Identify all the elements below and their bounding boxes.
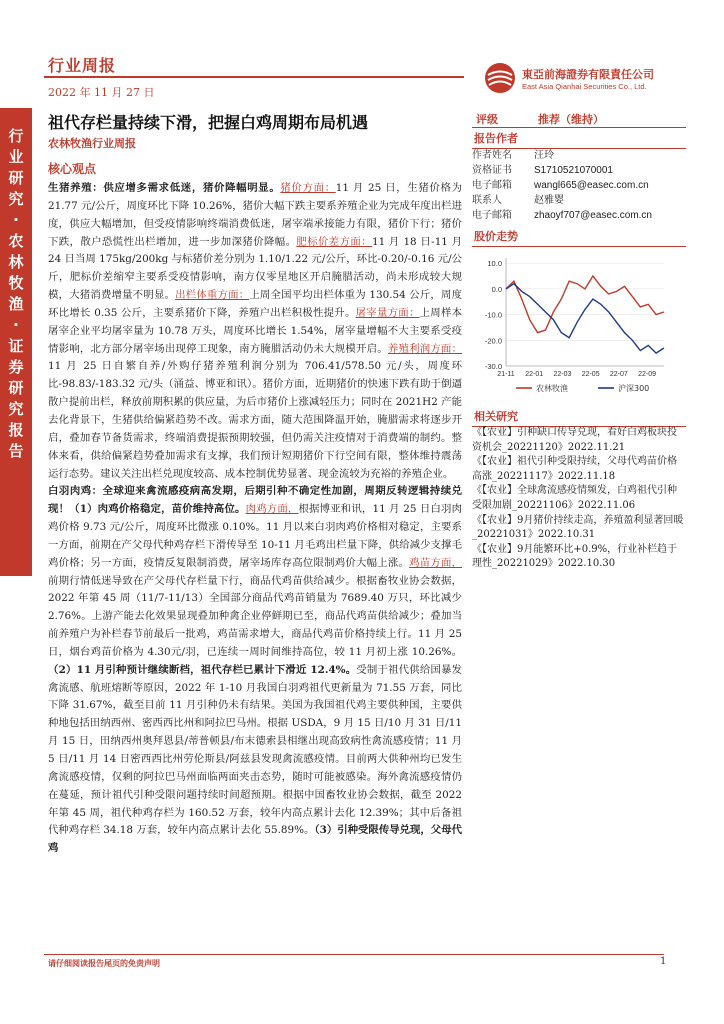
stock-trend-chart: [472, 248, 686, 398]
x-tick-label: 22-03: [553, 371, 572, 378]
analyst-table: [472, 148, 686, 223]
y-tick-label: -30.0: [484, 362, 502, 371]
analyst-row: [472, 178, 686, 193]
related-research-heading: 相关研究: [472, 408, 686, 427]
paragraph-text: 11 月 25 日，生猪价格为 21.77 元/公斤，周度环比下降 10.26%，猪价大幅下跌主要系养殖企业为完成年度出栏进度，供应大幅增加，但受疫情影响终端消费低迷，屠宰端承接能力有限，猪价下行；猪价下跌，散户恐慌性出栏增加，进一步加深猪价降幅。: [48, 182, 462, 248]
body-paragraph: [48, 483, 462, 858]
subsection-label: 肥标价差方面：: [296, 235, 372, 248]
body-paragraph: [48, 180, 462, 483]
subsection-label: 猪价方面：: [280, 182, 336, 194]
analyst-field-value: 赵雅婴: [534, 195, 564, 206]
analyst-field-label: 电子邮箱: [472, 210, 512, 221]
y-tick-label: 0.0: [491, 284, 502, 294]
rating-row: [472, 108, 686, 128]
key-point: 白羽肉鸡：全球迎来禽流感疫病高发期，后期引种不确定性加剧，周期反转逻辑持续兑现！（1）肉鸡价格稳定，苗价维持高位。: [48, 485, 462, 516]
side-category-label: 行业研究·农林牧渔·证券研究报告: [8, 127, 24, 460]
analyst-field-label: 资格证书: [472, 165, 512, 176]
subsection-label: 鸡苗方面，: [409, 556, 462, 569]
legend-label: 沪深300: [618, 384, 650, 393]
analyst-row: [472, 148, 686, 163]
company-logo-icon: [484, 62, 516, 94]
header-divider: [44, 76, 464, 78]
paragraph-text: 上周样本屠宰企业平均屠宰量为 10.78 万头，周度环比增长 1.54%，屠宰量增幅不大主要系受疫情影响，北方部分屠宰场出现停工现象，南方腌腊活动仍未大规模开启。: [48, 306, 462, 355]
key-point: 生猪养殖：供应增多需求低迷，猪价降幅明显。: [48, 182, 281, 194]
analyst-row: [472, 163, 686, 178]
x-tick-label: 22-09: [638, 371, 657, 378]
company-name-cn: 東亞前海證券有限責任公司: [522, 68, 654, 81]
related-research-list: [472, 426, 686, 572]
x-tick-label: 22-07: [609, 371, 628, 378]
stock-trend-heading: 股价走势: [472, 228, 686, 247]
analyst-field-value: S1710521070001: [534, 165, 613, 176]
y-tick-label: -20.0: [484, 336, 502, 346]
report-subtitle: 农林牧渔行业周报: [48, 137, 136, 150]
key-point: （2）11 月引种预计继续断档，祖代存栏已累计下滑近 12.4%。: [48, 663, 357, 676]
related-research-item[interactable]: 《【农业】祖代引种受限持续，父母代鸡苗价格高涨_20221117》2022.11.18: [472, 456, 677, 482]
related-research-item[interactable]: 《【农业】9月猪价持续走高，养殖盈利显著回暖_20221031》2022.10.31: [472, 514, 684, 541]
legend-label: 农林牧渔: [536, 384, 568, 393]
series-line-sector: [506, 276, 664, 333]
paragraph-text: 受制于祖代供给国暴发禽流感、航班熔断等原因，2022 年 1-10 月我国白羽鸡祖代更新量为 71.55 万套，同比下降 31.67%，截至目前 11 月引种仍未有结果。美国为我国祖代鸡主要供种国，主要供种地包括田纳西州、密西西比州和阿拉巴马州。根据 USDA，9 月 15 日/10 月 31 日/11 月 15 日，田纳西州奥拜恩县/蒂普顿县/布末德索县相继出现高致病性禽流感疫情；11 月 5 日/11 月 14 日密西西比州劳伦斯县/阿兹县发现禽流感疫情。目前两大供种州均已发生禽流感疫情，仅剩的阿拉巴马州面临两面夹击态势，随时可能被感染。海外禽流感疫情仍在蔓延，预计祖代引种受限问题持续时间超预期。根据中国畜牧业协会数据，截至 2022 年第 45 周，祖代种鸡存栏为 160.52 万套，较年内高点累计去化 12.39%；其中后备祖代种鸡存栏 34.18 万套，较年内高点累计去化 55.89%。: [48, 663, 462, 837]
page-number: 1: [660, 956, 667, 967]
paragraph-text: 上周全国平均出栏体重为 130.54 公斤，周度环比增长 0.35 公斤，主要系猪价下降，养殖户出栏积极性提升。: [48, 289, 462, 319]
subsection-label: 出栏体重方面：: [175, 289, 250, 302]
key-point: （3）引种受限传导兑现，父母代鸡: [48, 824, 462, 855]
report-body: [48, 180, 462, 950]
related-research-item[interactable]: 《【农业】9月能繁环比+0.9%，行业补栏趋于理性_20221029》2022.10.30: [472, 543, 678, 570]
analyst-field-value: 汪玲: [534, 150, 554, 161]
subsection-label: 屠宰量方面：: [355, 306, 420, 319]
report-date: 2022 年 11 月 27 日: [48, 86, 155, 99]
paragraph-text: 11 月 25 日自繁自养/外购仔猪养殖利润分别为 706.41/578.50 元/头，周度环比-98.83/-183.32 元/头（涌益、博亚和讯）。猪价方面，近期猪价的快速下跌有助于倒逼散户提前出栏，释放前期积累的供应量，为后市猪价上涨减轻压力；同时在 2021H2 产能去化背景下，生猪供给偏紧趋势不改。需求方面，随大范围降温开始，腌腊需求将逐步开启，叠加春节备货需求，终端消费提振预期较强，但仍需关注疫情对于消费端的制约。整体来看，供给偏紧趋势叠加需求有支撑，我们预计短期猪价下行空间有限，整体维持震荡运行态势。建议关注出栏兑现度较高、成本控制优势显著、现金流较为充裕的养殖企业。: [48, 360, 462, 480]
x-tick-label: 22-05: [581, 371, 600, 378]
stock-chart-svg: [472, 248, 686, 398]
y-tick-label: -10.0: [484, 310, 502, 320]
analyst-field-value: wangl665@easec.com.cn: [534, 180, 649, 191]
y-tick-label: 10.0: [487, 259, 502, 269]
paragraph-text: 11 月 18 日-11 月 24 日当周 175kg/200kg 与标猪价差分别为 1.10/1.22 元/公斤，环比-0.20/-0.16 元/公斤，肥标价差缩窄主要系受疫情影响，南方仅零星地区开启腌腊活动，尚未形成较大规模，大猪消费增量不明显。: [48, 235, 462, 302]
analyst-field-label: 作者姓名: [472, 150, 512, 161]
rating-value: 推荐（维持）: [538, 113, 604, 126]
company-name-en: East Asia Qianhai Securities Co., Ltd.: [522, 82, 647, 91]
analyst-row: [472, 208, 686, 223]
x-tick-label: 22-01: [525, 371, 544, 378]
analyst-section-heading: 报告作者: [472, 130, 686, 149]
core-views-heading: 核心观点: [48, 162, 97, 176]
footer-divider: [44, 954, 664, 955]
analyst-row: [472, 193, 686, 208]
subsection-label: 肉鸡方面，: [245, 503, 299, 516]
analyst-field-value: zhaoyf707@easec.com.cn: [534, 210, 652, 221]
analyst-field-label: 联系人: [472, 195, 502, 206]
x-tick-label: 21-11: [497, 371, 515, 378]
paragraph-text: 根据博亚和讯，11 月 25 日白羽肉鸡价格 9.73 元/公斤，周度环比微涨 0.10%。11 月以来白羽肉鸡价格相对稳定，主要系一方面，前期在产父母代种鸡存栏下滑传导至 10-11 月毛鸡出栏量下降，供给减少支撑毛鸡价格；另一方面，疫情反复限制消费，屠宰场库存高位限制鸡价大幅上涨。: [48, 503, 462, 569]
footer-disclaimer: 请仔细阅读报告尾页的免责声明: [48, 959, 160, 968]
company-logo: [484, 60, 684, 96]
report-title: 祖代存栏量持续下滑，把握白鸡周期布局机遇: [48, 113, 369, 132]
related-research-item[interactable]: 《【农业】全球禽流感疫情频发，白鸡祖代引种受限加剧_20221106》2022.11.06: [472, 485, 677, 511]
analyst-field-label: 电子邮箱: [472, 180, 512, 191]
rating-label: 评级: [476, 113, 498, 126]
subsection-label: 养殖利润方面：: [387, 342, 462, 355]
related-research-item[interactable]: 《【农业】引种缺口传导兑现，看好白鸡板块投资机会_20221120》2022.11.21: [472, 427, 677, 453]
paragraph-text: 前期行情低迷导致在产父母代存栏量下行，商品代鸡苗供给减少。根据畜牧业协会数据，2022 年第 45 周（11/7-11/13）全国部分商品代鸡苗销量为 7689.40 万只，环比减少 2.76%。上游产能去化效果显现叠加种禽企业停鲜期已至，商品代鸡苗供给减少；叠加当前养殖户为补栏春节前最后一批鸡，鸡苗需求增大，商品代鸡苗价格持续上行。11 月 25 日，烟台鸡苗价格为 4.30元/羽，已连续一周时间维持高位，较 11 月初上涨 10.26%。: [48, 574, 462, 658]
report-type: 行业周报: [48, 56, 117, 75]
